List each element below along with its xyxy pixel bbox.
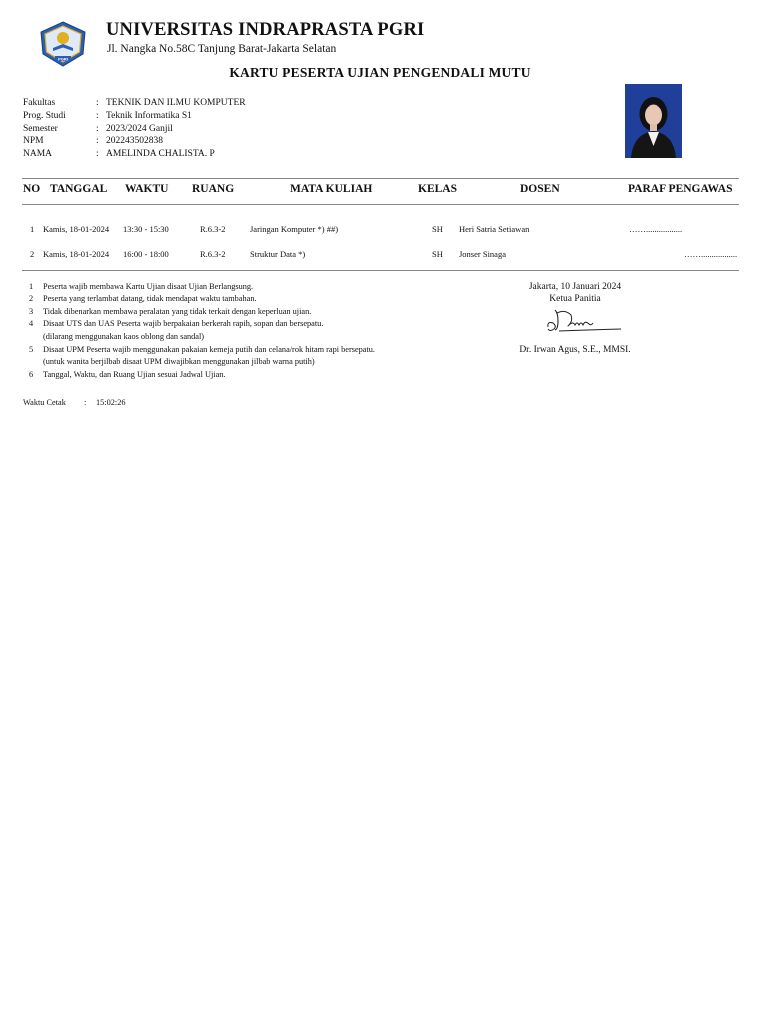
cell-class: SH xyxy=(432,224,443,234)
table-header-divider xyxy=(22,204,739,205)
column-header-no: NO xyxy=(23,183,41,195)
logo-text: PGRI xyxy=(58,56,68,62)
info-value: TEKNIK DAN ILMU KOMPUTER xyxy=(106,98,246,108)
rule-text: Peserta yang terlambat datang, tidak mendapat waktu tambahan. xyxy=(43,294,257,303)
university-logo-icon xyxy=(37,20,89,68)
info-value: AMELINDA CHALISTA. P xyxy=(106,149,215,159)
rule-number: 4 xyxy=(29,319,34,328)
student-photo xyxy=(625,84,682,158)
cell-lecturer: Jonser Sinaga xyxy=(459,249,506,259)
cell-room: R.6.3-2 xyxy=(200,249,226,259)
cell-room: R.6.3-2 xyxy=(200,224,226,234)
table-bottom-divider xyxy=(22,270,739,271)
cell-class: SH xyxy=(432,249,443,259)
info-colon: : xyxy=(96,124,99,134)
rule-text: (dilarang menggunakan kaos oblong dan sandal) xyxy=(43,332,205,341)
cell-date: Kamis, 18-01-2024 xyxy=(43,249,110,259)
table-top-divider xyxy=(22,178,739,179)
cell-date: Kamis, 18-01-2024 xyxy=(43,224,110,234)
column-header-lecturer: DOSEN xyxy=(520,183,560,195)
cell-sign: ……................. xyxy=(684,249,738,259)
rule-text: Peserta wajib membawa Kartu Ujian disaat Ujian Berlangsung. xyxy=(43,282,254,291)
info-colon: : xyxy=(96,149,99,159)
cell-lecturer: Heri Satria Setiawan xyxy=(459,224,530,234)
rule-text: (untuk wanita berjilbab disaat UPM diwajibkan menggunakan jilbab warna putih) xyxy=(43,357,315,366)
university-address: Jl. Nangka No.58C Tanjung Barat-Jakarta Selatan xyxy=(107,43,337,55)
info-label: Fakultas xyxy=(23,98,56,108)
signature-role: Ketua Panitia xyxy=(549,294,601,304)
column-header-date: TANGGAL xyxy=(50,183,108,195)
cell-course: Jaringan Komputer *) ##) xyxy=(250,224,339,234)
info-label: Prog. Studi xyxy=(23,111,66,121)
rule-text: Disaat UPM Peserta wajib menggunakan pakaian kemeja putih dan celana/rok hitam rapi bersepatu. xyxy=(43,345,375,354)
rule-number: 6 xyxy=(29,370,34,379)
info-value: Teknik Informatika S1 xyxy=(106,111,192,121)
column-header-room: RUANG xyxy=(192,183,235,195)
column-header-sign: PARAF PENGAWAS xyxy=(628,183,733,195)
column-header-course: MATA KULIAH xyxy=(290,183,373,195)
print-time-label: Waktu Cetak xyxy=(23,398,66,407)
info-value: 202243502838 xyxy=(106,136,163,146)
rule-text: Disaat UTS dan UAS Peserta wajib berpakaian berkerah rapih, sopan dan bersepatu. xyxy=(43,319,324,328)
signature-place-date: Jakarta, 10 Januari 2024 xyxy=(528,282,622,292)
signature-name: Dr. Irwan Agus, S.E., MMSI. xyxy=(519,345,631,355)
info-colon: : xyxy=(96,98,99,108)
info-colon: : xyxy=(96,111,99,121)
info-colon: : xyxy=(96,136,99,146)
rule-number: 5 xyxy=(29,345,34,354)
rule-number: 3 xyxy=(29,307,34,316)
rule-number: 2 xyxy=(29,294,34,303)
info-value: 2023/2024 Ganjil xyxy=(106,124,173,134)
university-name: UNIVERSITAS INDRAPRASTA PGRI xyxy=(106,20,425,40)
cell-sign: ……................. xyxy=(629,224,683,234)
card-title: KARTU PESERTA UJIAN PENGENDALI MUTU xyxy=(229,65,531,80)
handwritten-signature xyxy=(545,305,625,335)
column-header-class: KELAS xyxy=(418,183,457,195)
info-label: Semester xyxy=(23,124,58,134)
rule-number: 1 xyxy=(29,282,34,291)
rule-text: Tidak dibenarkan membawa peralatan yang tidak terkait dengan keperluan ujian. xyxy=(43,307,312,316)
cell-time: 13:30 - 15:30 xyxy=(123,224,169,234)
cell-no: 2 xyxy=(30,249,35,259)
rule-text: Tanggal, Waktu, dan Ruang Ujian sesuai Jadwal Ujian. xyxy=(43,370,226,379)
info-label: NAMA xyxy=(23,149,53,159)
print-time-colon: : xyxy=(84,398,87,407)
info-label: NPM xyxy=(23,136,44,146)
print-time-value: 15:02:26 xyxy=(96,398,126,407)
cell-course: Struktur Data *) xyxy=(250,249,306,259)
cell-no: 1 xyxy=(30,224,35,234)
cell-time: 16:00 - 18:00 xyxy=(123,249,169,259)
column-header-time: WAKTU xyxy=(125,183,169,195)
